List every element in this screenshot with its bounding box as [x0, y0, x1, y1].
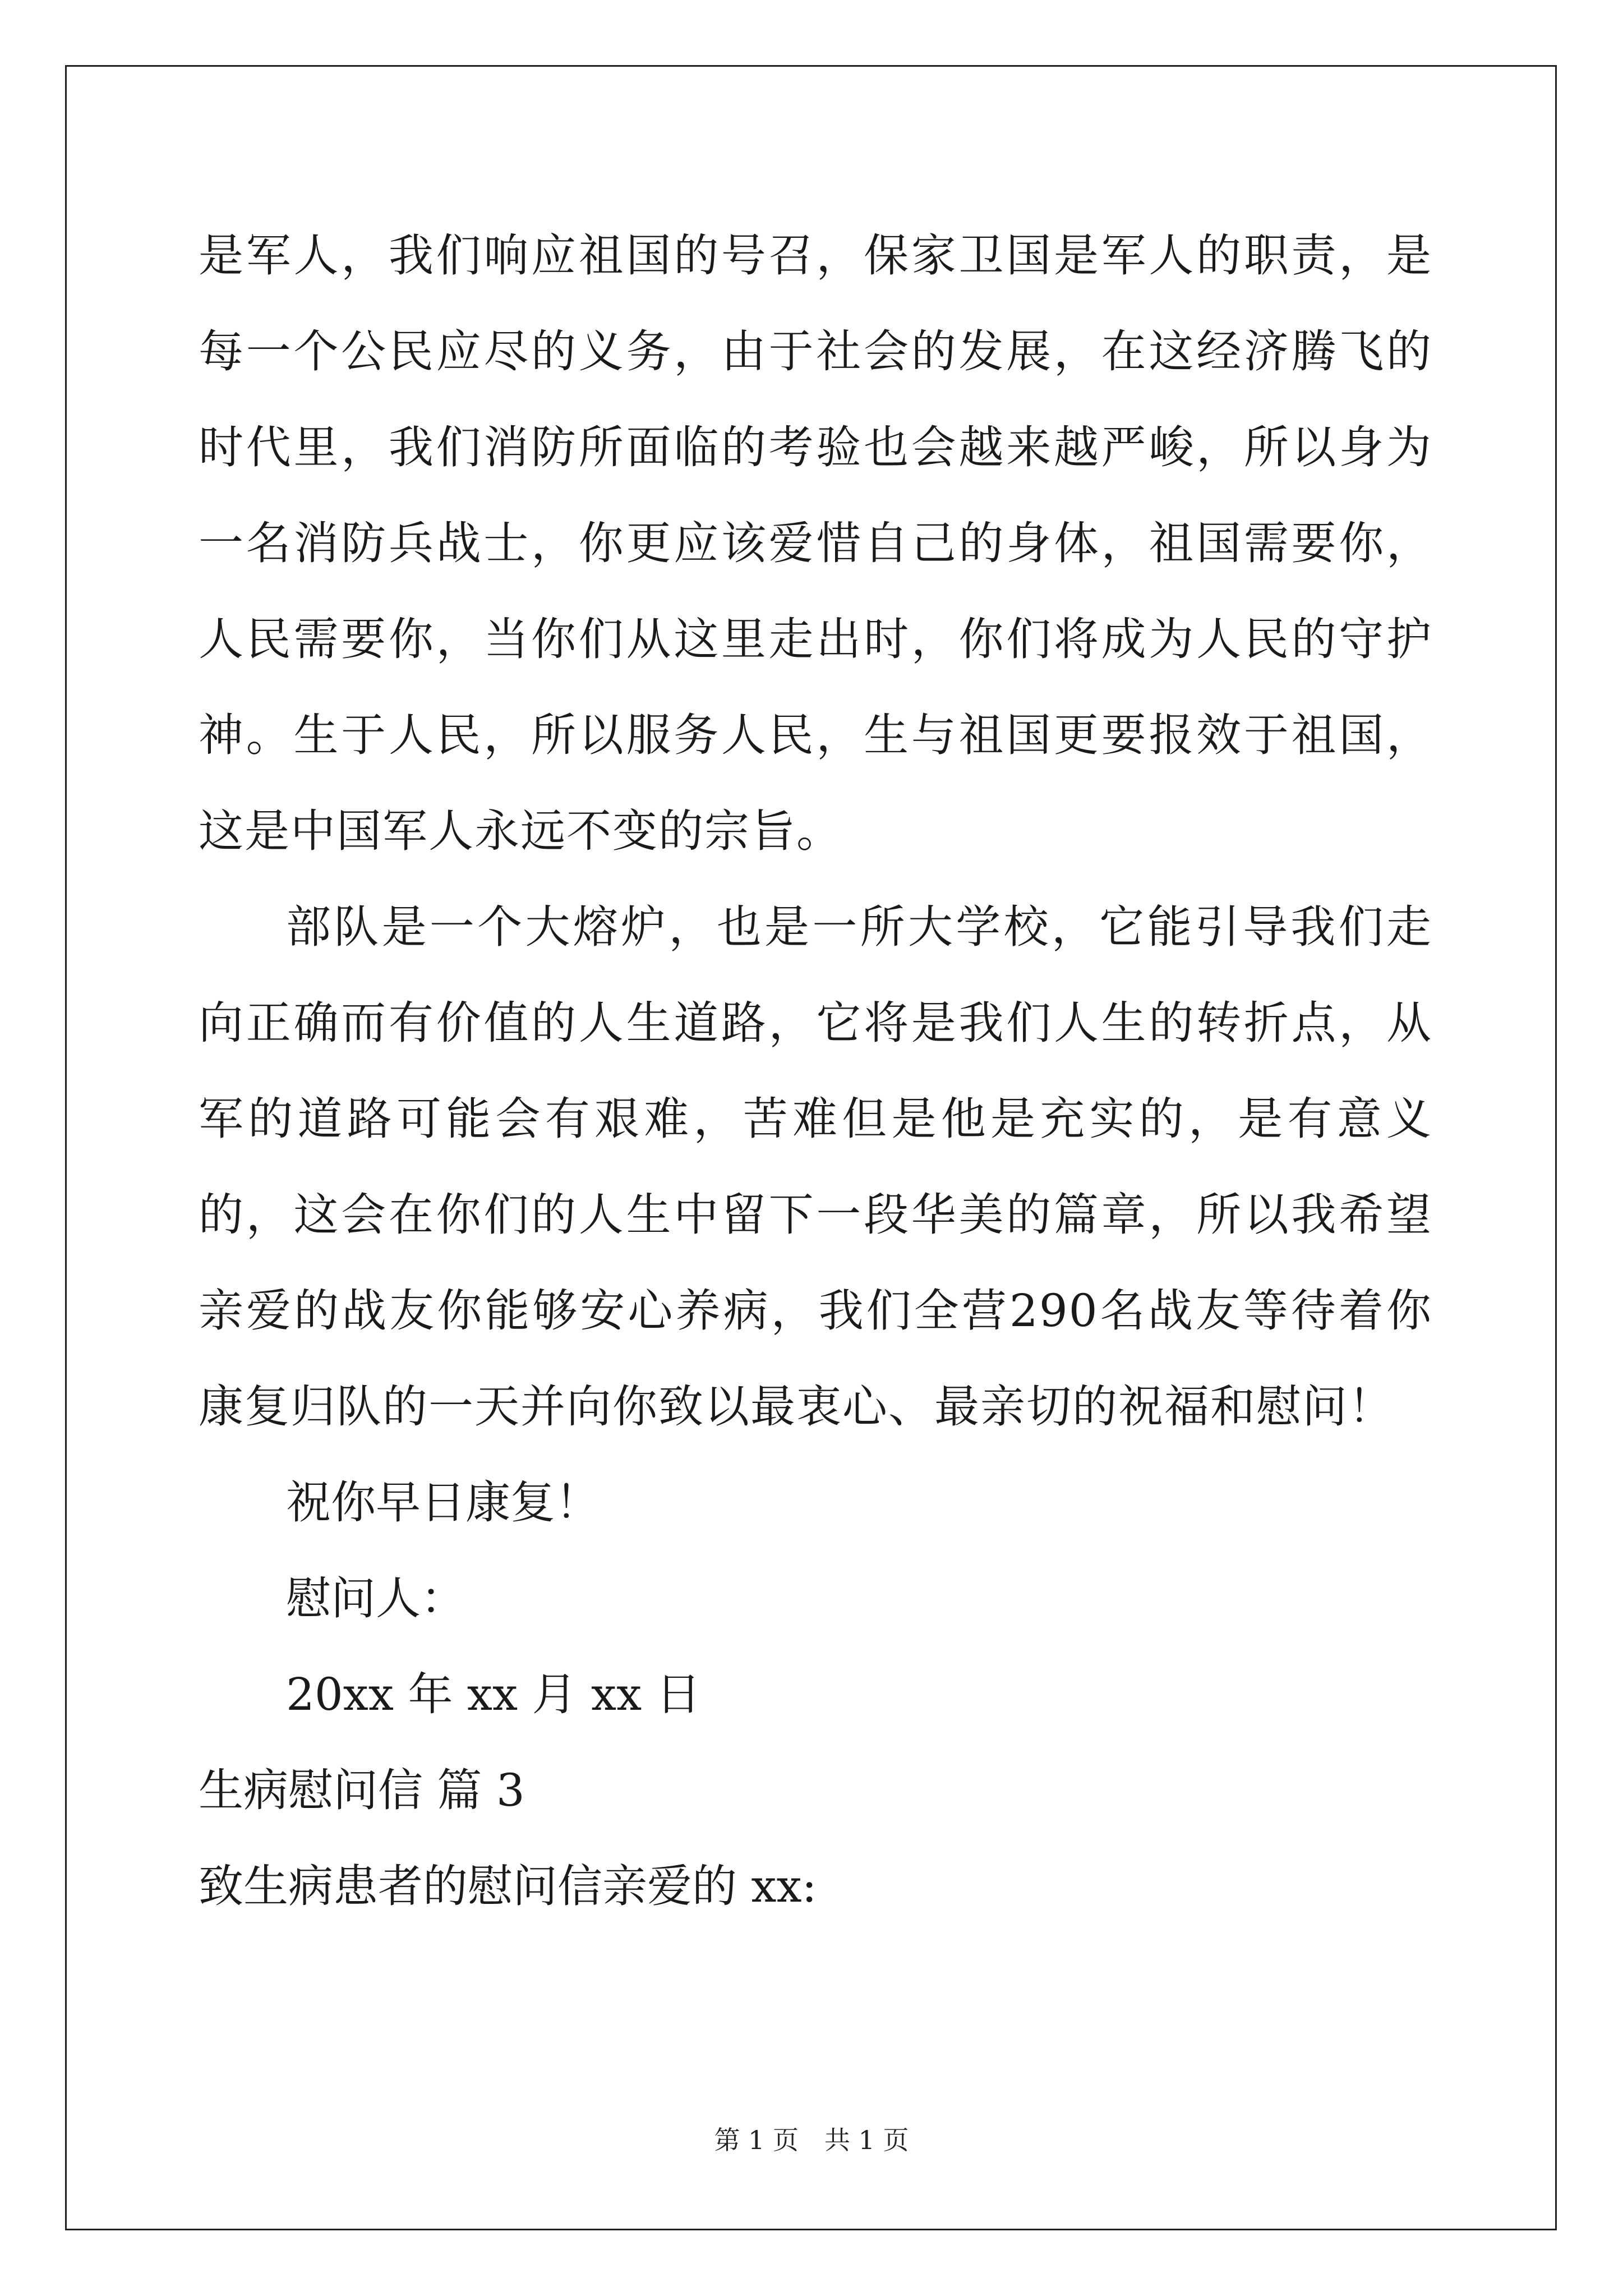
paragraph-continuation: 是军人，我们响应祖国的号召，保家卫国是军人的职责，是每一个公民应尽的义务，由于社会的发展，在这经济腾飞的时代里，我们消防所面临的考验也会越来越严峻，所以身为一名消防兵战士，你更应该爱惜自己的身体，祖国需要你，人民需要你，当你们从这里走出时，你们将成为人民的守护神。生于人民，所以服务人民，生与祖国更要报效于祖国，这是中国军人永远不变的宗旨。 — [199, 229, 1432, 857]
document-body — [199, 208, 1432, 1934]
wish-line: 祝你早日康复！ — [286, 1476, 600, 1529]
section-heading: 生病慰问信 篇 3 — [199, 1764, 525, 1816]
date-line: 20xx 年 xx 月 xx 日 — [286, 1668, 701, 1720]
paragraph-army-furnace: 部队是一个大熔炉，也是一所大学校，它能引导我们走向正确而有价值的人生道路，它将是我们人生的转折点，从军的道路可能会有艰难，苦难但是他是充实的，是有意义的，这会在你们的人生中留下一段华美的篇章，所以我希望亲爱的战友你能够安心养病，我们全营290名战友等待着你康复归队的一天并向你致以最衷心、最亲切的祝福和慰问！ — [199, 901, 1432, 1433]
signer-label: 慰问人： — [286, 1572, 465, 1625]
page-number-footer: 第 1 页 共 1 页 — [714, 2125, 909, 2155]
salutation-line: 致生病患者的慰问信亲爱的 xx: — [199, 1860, 817, 1912]
